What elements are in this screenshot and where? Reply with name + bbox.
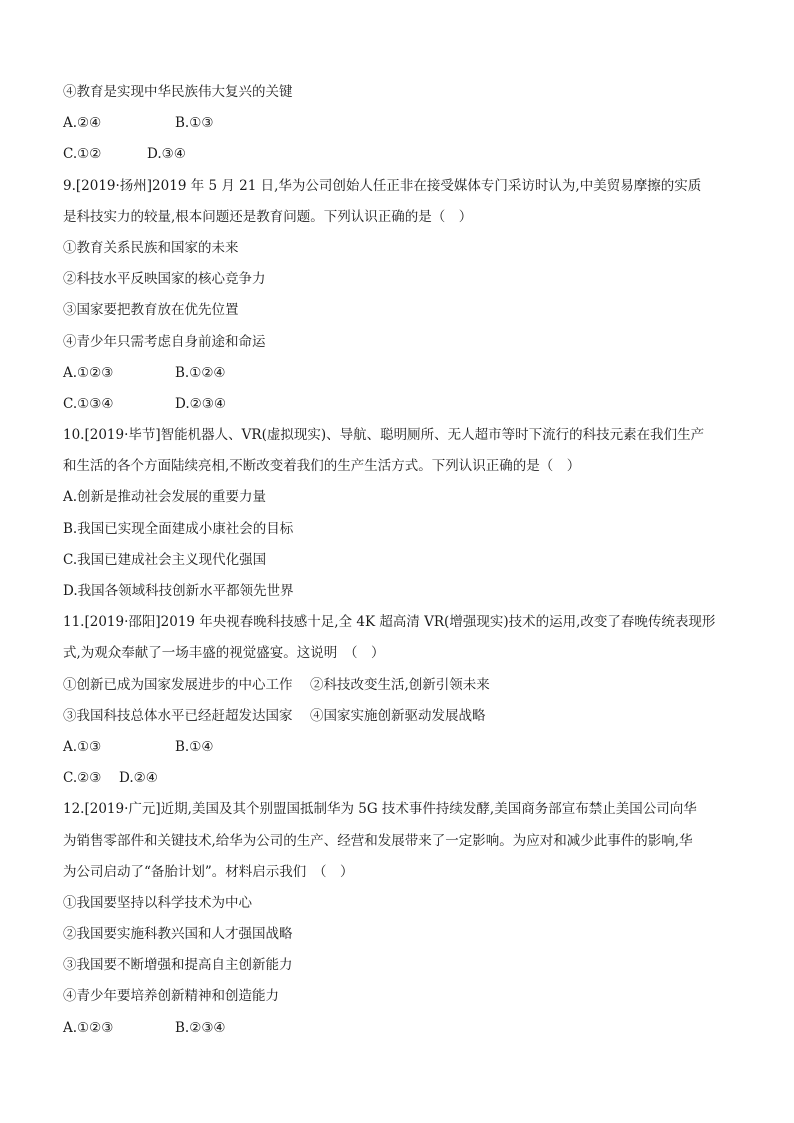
q9-item-1: ①教育关系民族和国家的未来 (63, 239, 239, 256)
q9-options-row-2 (63, 394, 739, 414)
q11-item-2: ②科技改变生活,创新引领未来 (310, 676, 490, 693)
q11-item-4: ④国家实施创新驱动发展战略 (310, 707, 486, 724)
q11-items-row-1 (63, 675, 739, 695)
q9-stem-line-2: 是科技实力的较量,根本问题还是教育问题。下列认识正确的是（ ） (63, 208, 473, 225)
q9-stem-line-1: 9.[2019·扬州]2019 年 5 月 21 日,华为公司创始人任正非在接受媒体专门采访时认为,中美贸易摩擦的实质 (63, 177, 702, 194)
q12-stem-line-2: 为销售零部件和关键技术,给华为公司的生产、经营和发展带来了一定影响。为应对和减少此事件的影响,华 (63, 832, 693, 849)
q8-option-c: C.①② (63, 146, 102, 163)
q9-item-2: ②科技水平反映国家的核心竞争力 (63, 271, 266, 288)
q12-option-a: A.①②③ (63, 1019, 114, 1036)
q9-options-row-1 (63, 363, 739, 383)
q11-option-b: B.①④ (175, 738, 214, 755)
q9-option-a: A.①②③ (63, 364, 114, 381)
q11-option-c: C.②③ (63, 770, 102, 787)
q12-options-row-1 (63, 1018, 739, 1038)
q11-item-3: ③我国科技总体水平已经赶超发达国家 (63, 707, 293, 724)
q10-stem-line-2: 和生活的各个方面陆续亮相,不断改变着我们的生产生活方式。下列认识正确的是（ ） (63, 458, 581, 475)
q11-option-a: A.①③ (63, 738, 102, 755)
q12-item-4: ④青少年要培养创新精神和创造能力 (63, 988, 279, 1005)
q11-items-row-2 (63, 706, 739, 726)
q9-option-b: B.①②④ (175, 364, 226, 381)
q8-option-d: D.③④ (147, 146, 186, 163)
q8-option-b: B.①③ (175, 115, 214, 132)
q11-option-d: D.②④ (119, 770, 158, 787)
q12-item-3: ③我国要不断增强和提高自主创新能力 (63, 957, 293, 974)
q10-option-c: C.我国已建成社会主义现代化强国 (63, 551, 267, 568)
q10-option-a: A.创新是推动社会发展的重要力量 (63, 489, 267, 506)
q12-option-b: B.②③④ (175, 1019, 226, 1036)
q10-option-b: B.我国已实现全面建成小康社会的目标 (63, 520, 294, 537)
q11-options-row-1 (63, 737, 739, 757)
q8-options-row-2 (63, 144, 739, 164)
q12-item-2: ②我国要实施科教兴国和人才强国战略 (63, 926, 293, 943)
q10-option-d: D.我国各领域科技创新水平都领先世界 (63, 583, 294, 599)
q8-item-4: ④教育是实现中华民族伟大复兴的关键 (63, 84, 293, 100)
q11-stem-line-2: 式,为观众奉献了一场丰盛的视觉盛宴。这说明 （ ） (63, 645, 385, 662)
q9-item-4: ④青少年只需考虑自身前途和命运 (63, 333, 266, 350)
q9-option-c: C.①③④ (63, 395, 114, 412)
q8-option-a: A.②④ (63, 115, 102, 132)
q11-stem-line-1: 11.[2019·邵阳]2019 年央视春晚科技感十足,全 4K 超高清 VR(增强现实)技术的运用,改变了春晚传统表现形 (63, 614, 716, 631)
q11-item-1: ①创新已成为国家发展进步的中心工作 (63, 676, 293, 693)
q12-stem-line-3: 为公司启动了“备胎计划”。材料启示我们 （ ） (63, 863, 354, 880)
q9-item-3: ③国家要把教育放在优先位置 (63, 302, 239, 319)
exam-page (63, 82, 739, 1049)
q12-item-1: ①我国要坚持以科学技术为中心 (63, 894, 252, 911)
q10-stem-line-1: 10.[2019·毕节]智能机器人、VR(虚拟现实)、导航、聪明厕所、无人超市等时下流行的科技元素在我们生产 (63, 427, 705, 444)
q12-stem-line-1: 12.[2019·广元]近期,美国及其个别盟国抵制华为 5G 技术事件持续发酵,美国商务部宣布禁止美国公司向华 (63, 801, 697, 818)
q8-options-row-1 (63, 113, 739, 133)
q11-options-row-2 (63, 768, 739, 788)
q9-option-d: D.②③④ (175, 395, 226, 412)
